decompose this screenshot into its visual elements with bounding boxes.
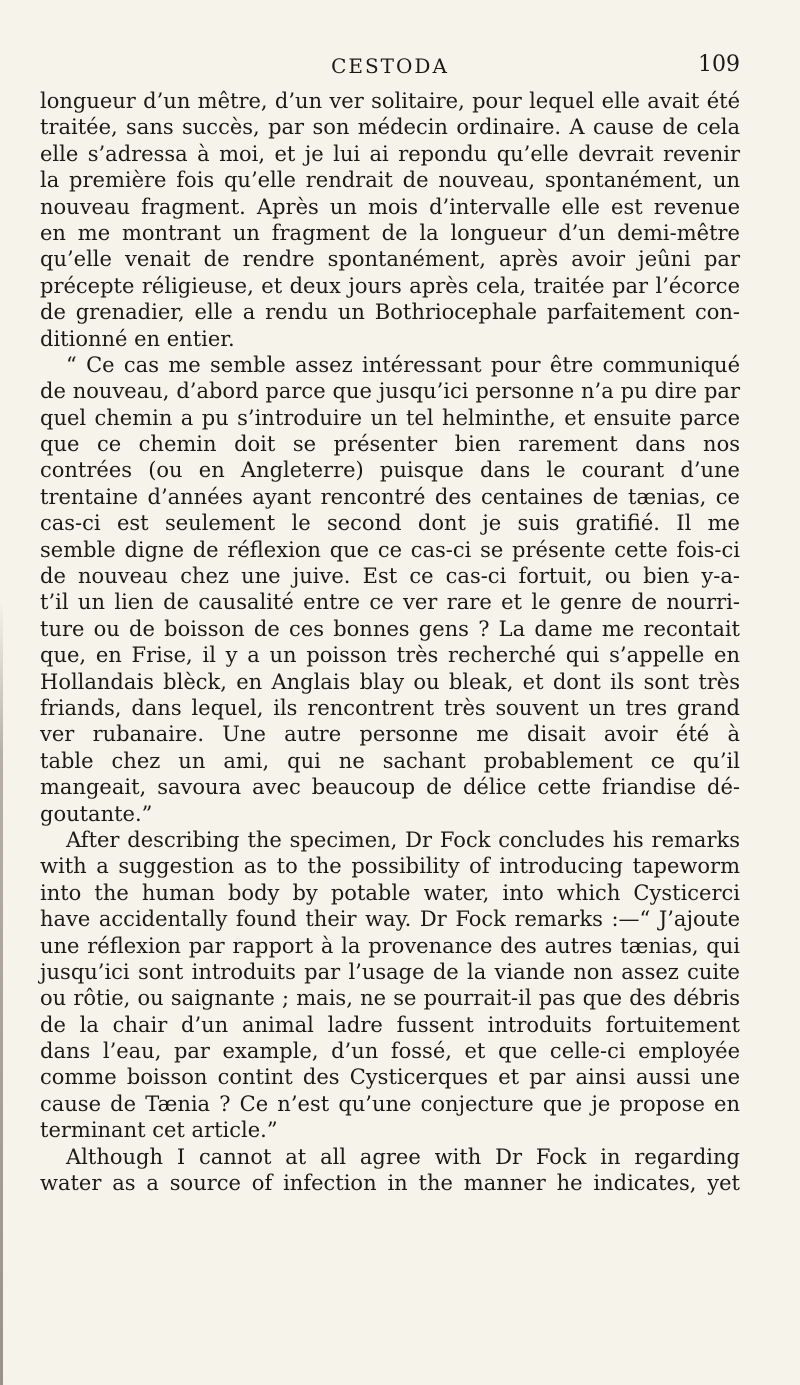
body-text — [40, 88, 740, 1196]
text-line: en me montrant un fragment de la longueur d’un demi-mêtre — [40, 220, 740, 245]
text-line: mangeait, savoura avec beaucoup de délice cette friandise dé- — [40, 775, 740, 800]
text-line: que, en Frise, il y a un poisson très recherché qui s’appelle en — [40, 643, 740, 668]
text-line: table chez un ami, qui ne sachant probablement ce qu’il — [40, 748, 740, 773]
text-line: de nouveau chez une juive. Est ce cas-ci fortuit, ou bien y-a- — [40, 564, 740, 589]
text-line: longueur d’un mêtre, d’un ver solitaire, pour lequel elle avait été — [40, 89, 740, 113]
text-line: quel chemin a pu s’introduire un tel helminthe, et ensuite parce — [40, 405, 740, 430]
text-line: Hollandais blèck, en Anglais blay ou bleak, et dont ils sont très — [40, 669, 740, 694]
running-head: CESTODA — [331, 54, 449, 78]
text-line: ture ou de boisson de ces bonnes gens ? La dame me recontait — [40, 616, 740, 641]
text-line: semble digne de réflexion que ce cas-ci se présente cette fois-ci — [40, 537, 740, 562]
text-line: Although I cannot at all agree with Dr Fock in regarding — [66, 1144, 740, 1169]
text-line: traitée, sans succès, par son médecin ordinaire. A cause de cela — [40, 115, 740, 140]
text-line: cas-ci est seulement le second dont je suis gratifié. Il me — [40, 511, 740, 536]
text-line: précepte réligieuse, et deux jours après cela, traitée par l’écorce — [40, 273, 740, 298]
text-line: trentaine d’années ayant rencontré des centaines de tænias, ce — [40, 484, 740, 509]
text-line: water as a source of infection in the manner he indicates, yet — [40, 1171, 740, 1196]
text-line: jusqu’ici sont introduits par l’usage de la viande non assez cuite — [40, 959, 740, 984]
text-line: ver rubanaire. Une autre personne me disait avoir été à — [40, 722, 740, 747]
text-line: elle s’adressa à moi, et je lui ai repondu qu’elle devrait revenir — [40, 141, 740, 166]
page-header — [40, 52, 740, 84]
text-line: la première fois qu’elle rendrait de nouveau, spontanément, un — [40, 168, 740, 193]
text-line: une réflexion par rapport à la provenance des autres tænias, qui — [40, 933, 740, 958]
text-line: ditionné en entier. — [40, 326, 235, 351]
text-line: nouveau fragment. Après un mois d’intervalle elle est revenue — [40, 194, 740, 219]
text-line: into the human body by potable water, into which Cysticerci — [40, 880, 740, 905]
text-line: de nouveau, d’abord parce que jusqu’ici personne n’a pu dire par — [40, 379, 740, 404]
text-line: terminant cet article.” — [40, 1118, 278, 1143]
text-line: comme boisson contint des Cysticerques et par ainsi aussi une — [40, 1065, 740, 1090]
text-line: ou rôtie, ou saignante ; mais, ne se pourrait-il pas que des débris — [40, 986, 740, 1011]
page-number: 109 — [698, 52, 740, 77]
text-line: qu’elle venait de rendre spontanément, après avoir jeûni par — [40, 247, 740, 272]
text-line: dans l’eau, par example, d’un fossé, et que celle-ci employée — [40, 1039, 740, 1064]
text-line: friands, dans lequel, ils rencontrent très souvent un tres grand — [40, 695, 740, 720]
text-line: de grenadier, elle a rendu un Bothriocephale parfaitement con- — [40, 300, 740, 325]
text-line: cause de Tænia ? Ce n’est qu’une conjecture que je propose en — [40, 1091, 740, 1116]
text-line: After describing the specimen, Dr Fock concludes his remarks — [66, 827, 740, 852]
text-line: t’il un lien de causalité entre ce ver rare et le genre de nourri- — [40, 590, 740, 615]
text-line: de la chair d’un animal ladre fussent introduits fortuitement — [40, 1012, 740, 1037]
text-line: goutante.” — [40, 801, 153, 826]
text-line: contrées (ou en Angleterre) puisque dans le courant d’une — [40, 458, 740, 483]
scan-shadow-edge — [0, 600, 3, 1385]
text-line: with a suggestion as to the possibility of introducing tapeworm — [40, 854, 740, 879]
text-line: have accidentally found their way. Dr Fock remarks :—“ J’ajoute — [40, 907, 740, 932]
text-line: que ce chemin doit se présenter bien rarement dans nos — [40, 432, 740, 457]
text-line: “ Ce cas me semble assez intéressant pour être communiqué — [66, 352, 740, 377]
